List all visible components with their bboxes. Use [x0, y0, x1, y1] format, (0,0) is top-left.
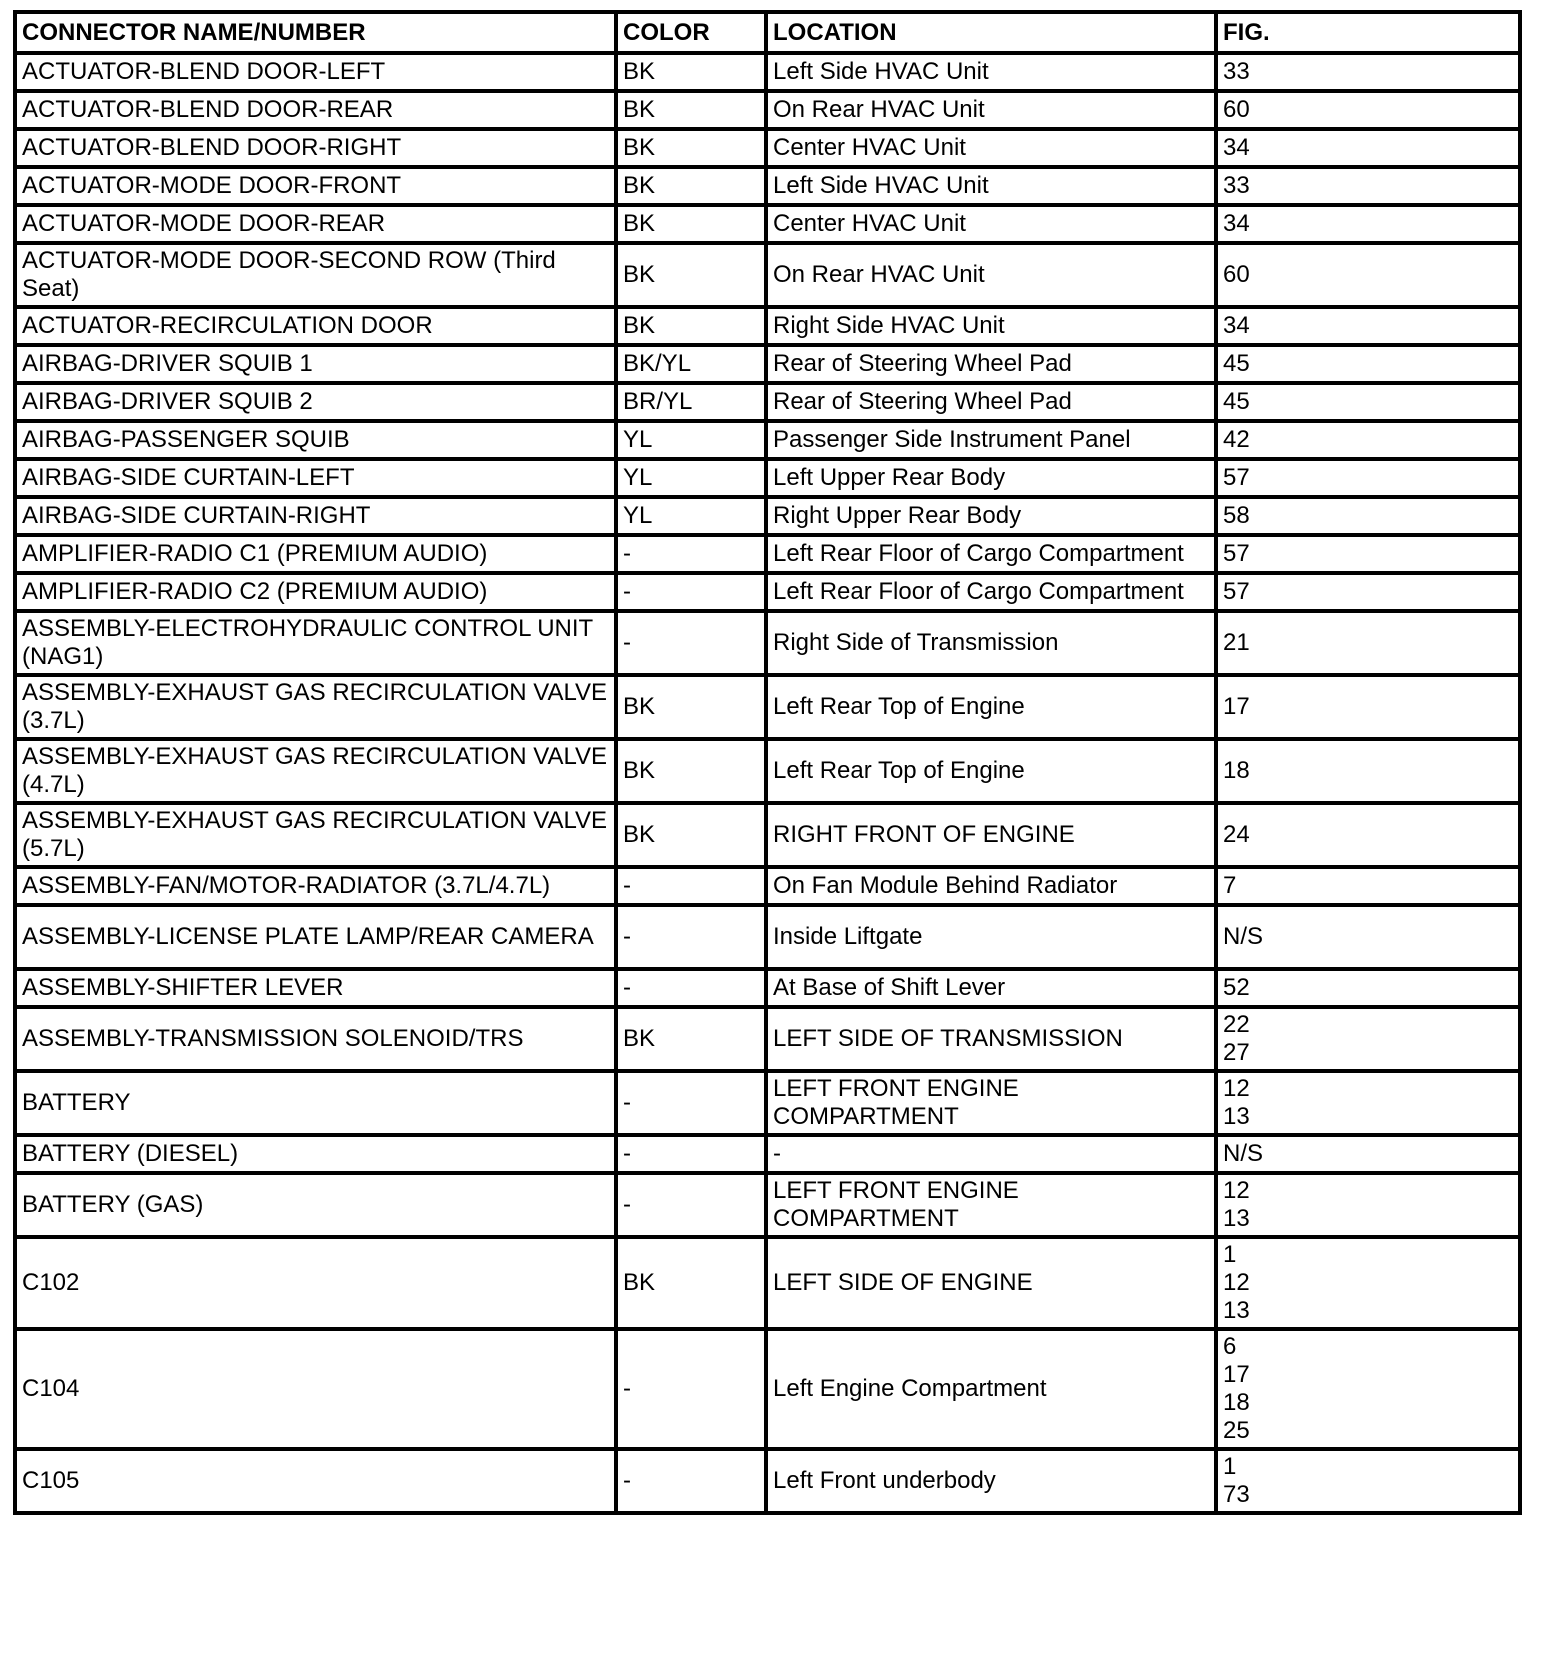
header-color: COLOR — [616, 12, 766, 53]
location-cell: On Rear HVAC Unit — [766, 243, 1216, 307]
fig-cell: 57 — [1216, 573, 1520, 611]
fig-cell: 17 — [1216, 675, 1520, 739]
color-cell: BK — [616, 1237, 766, 1329]
table-row — [15, 573, 1520, 611]
table-row — [15, 167, 1520, 205]
color-cell: - — [616, 905, 766, 969]
color-cell: BK — [616, 167, 766, 205]
table-row — [15, 535, 1520, 573]
fig-cell: 57 — [1216, 535, 1520, 573]
table-row — [15, 739, 1520, 803]
fig-cell: 7 — [1216, 867, 1520, 905]
fig-cell: 1 12 13 — [1216, 1237, 1520, 1329]
table-row — [15, 803, 1520, 867]
location-cell: Center HVAC Unit — [766, 205, 1216, 243]
color-cell: - — [616, 1329, 766, 1449]
table-row — [15, 1173, 1520, 1237]
location-cell: Left Rear Floor of Cargo Compartment — [766, 573, 1216, 611]
connector-name-cell: AIRBAG-DRIVER SQUIB 1 — [15, 345, 616, 383]
header-location: LOCATION — [766, 12, 1216, 53]
color-cell: YL — [616, 497, 766, 535]
location-cell: Passenger Side Instrument Panel — [766, 421, 1216, 459]
connector-table — [13, 10, 1522, 1515]
color-cell: BK/YL — [616, 345, 766, 383]
fig-cell: 45 — [1216, 345, 1520, 383]
table-row — [15, 1007, 1520, 1071]
fig-cell: 57 — [1216, 459, 1520, 497]
color-cell: - — [616, 573, 766, 611]
table-row — [15, 1237, 1520, 1329]
fig-cell: 18 — [1216, 739, 1520, 803]
location-cell: Left Side HVAC Unit — [766, 167, 1216, 205]
color-cell: BK — [616, 675, 766, 739]
table-header — [15, 12, 1520, 53]
color-cell: - — [616, 1173, 766, 1237]
color-cell: BR/YL — [616, 383, 766, 421]
table-row — [15, 91, 1520, 129]
table-row — [15, 307, 1520, 345]
table-row — [15, 1071, 1520, 1135]
table-row — [15, 1135, 1520, 1173]
table-row — [15, 497, 1520, 535]
connector-name-cell: C105 — [15, 1449, 616, 1513]
location-cell: LEFT FRONT ENGINE COMPARTMENT — [766, 1071, 1216, 1135]
connector-name-cell: AMPLIFIER-RADIO C1 (PREMIUM AUDIO) — [15, 535, 616, 573]
location-cell: Right Side of Transmission — [766, 611, 1216, 675]
fig-cell: 12 13 — [1216, 1071, 1520, 1135]
connector-name-cell: ASSEMBLY-SHIFTER LEVER — [15, 969, 616, 1007]
location-cell: Right Side HVAC Unit — [766, 307, 1216, 345]
location-cell: - — [766, 1135, 1216, 1173]
table-row — [15, 969, 1520, 1007]
table-row — [15, 53, 1520, 91]
color-cell: BK — [616, 243, 766, 307]
connector-name-cell: ASSEMBLY-EXHAUST GAS RECIRCULATION VALVE (4.7L) — [15, 739, 616, 803]
location-cell: Right Upper Rear Body — [766, 497, 1216, 535]
connector-name-cell: AIRBAG-SIDE CURTAIN-RIGHT — [15, 497, 616, 535]
fig-cell: N/S — [1216, 1135, 1520, 1173]
fig-cell: 45 — [1216, 383, 1520, 421]
fig-cell: 60 — [1216, 91, 1520, 129]
fig-cell: 52 — [1216, 969, 1520, 1007]
connector-name-cell: ASSEMBLY-EXHAUST GAS RECIRCULATION VALVE (5.7L) — [15, 803, 616, 867]
table-row — [15, 205, 1520, 243]
connector-name-cell: ACTUATOR-MODE DOOR-FRONT — [15, 167, 616, 205]
fig-cell: 1 73 — [1216, 1449, 1520, 1513]
connector-name-cell: AMPLIFIER-RADIO C2 (PREMIUM AUDIO) — [15, 573, 616, 611]
location-cell: Center HVAC Unit — [766, 129, 1216, 167]
fig-cell: 24 — [1216, 803, 1520, 867]
table-row — [15, 867, 1520, 905]
table-row — [15, 905, 1520, 969]
location-cell: On Fan Module Behind Radiator — [766, 867, 1216, 905]
color-cell: YL — [616, 459, 766, 497]
fig-cell: 34 — [1216, 307, 1520, 345]
color-cell: BK — [616, 205, 766, 243]
table-row — [15, 129, 1520, 167]
color-cell: - — [616, 1071, 766, 1135]
table-row — [15, 345, 1520, 383]
connector-name-cell: ASSEMBLY-FAN/MOTOR-RADIATOR (3.7L/4.7L) — [15, 867, 616, 905]
color-cell: YL — [616, 421, 766, 459]
connector-name-cell: AIRBAG-PASSENGER SQUIB — [15, 421, 616, 459]
connector-name-cell: ASSEMBLY-EXHAUST GAS RECIRCULATION VALVE (3.7L) — [15, 675, 616, 739]
connector-name-cell: ACTUATOR-BLEND DOOR-LEFT — [15, 53, 616, 91]
color-cell: - — [616, 867, 766, 905]
color-cell: BK — [616, 739, 766, 803]
connector-name-cell: C104 — [15, 1329, 616, 1449]
color-cell: - — [616, 1135, 766, 1173]
connector-name-cell: ACTUATOR-MODE DOOR-SECOND ROW (Third Seat) — [15, 243, 616, 307]
fig-cell: 58 — [1216, 497, 1520, 535]
connector-name-cell: ACTUATOR-MODE DOOR-REAR — [15, 205, 616, 243]
location-cell: On Rear HVAC Unit — [766, 91, 1216, 129]
location-cell: Left Rear Top of Engine — [766, 675, 1216, 739]
table-row — [15, 1449, 1520, 1513]
fig-cell: 33 — [1216, 167, 1520, 205]
header-fig: FIG. — [1216, 12, 1520, 53]
location-cell: Left Rear Floor of Cargo Compartment — [766, 535, 1216, 573]
fig-cell: 6 17 18 25 — [1216, 1329, 1520, 1449]
color-cell: BK — [616, 129, 766, 167]
color-cell: - — [616, 1449, 766, 1513]
location-cell: LEFT SIDE OF TRANSMISSION — [766, 1007, 1216, 1071]
location-cell: Inside Liftgate — [766, 905, 1216, 969]
fig-cell: 34 — [1216, 129, 1520, 167]
header-connector-name: CONNECTOR NAME/NUMBER — [15, 12, 616, 53]
color-cell: - — [616, 611, 766, 675]
table-row — [15, 383, 1520, 421]
location-cell: LEFT SIDE OF ENGINE — [766, 1237, 1216, 1329]
table-row — [15, 611, 1520, 675]
fig-cell: 12 13 — [1216, 1173, 1520, 1237]
fig-cell: N/S — [1216, 905, 1520, 969]
color-cell: - — [616, 969, 766, 1007]
color-cell: - — [616, 535, 766, 573]
color-cell: BK — [616, 1007, 766, 1071]
connector-name-cell: BATTERY (GAS) — [15, 1173, 616, 1237]
connector-name-cell: ASSEMBLY-ELECTROHYDRAULIC CONTROL UNIT (NAG1) — [15, 611, 616, 675]
location-cell: At Base of Shift Lever — [766, 969, 1216, 1007]
connector-name-cell: BATTERY — [15, 1071, 616, 1135]
location-cell: LEFT FRONT ENGINE COMPARTMENT — [766, 1173, 1216, 1237]
table-row — [15, 675, 1520, 739]
fig-cell: 33 — [1216, 53, 1520, 91]
table-row — [15, 459, 1520, 497]
fig-cell: 22 27 — [1216, 1007, 1520, 1071]
table-row — [15, 421, 1520, 459]
location-cell: Left Front underbody — [766, 1449, 1216, 1513]
header-row — [15, 12, 1520, 53]
table-row — [15, 243, 1520, 307]
color-cell: BK — [616, 803, 766, 867]
connector-name-cell: AIRBAG-DRIVER SQUIB 2 — [15, 383, 616, 421]
connector-name-cell: ASSEMBLY-LICENSE PLATE LAMP/REAR CAMERA — [15, 905, 616, 969]
location-cell: Left Side HVAC Unit — [766, 53, 1216, 91]
fig-cell: 34 — [1216, 205, 1520, 243]
table-row — [15, 1329, 1520, 1449]
connector-name-cell: ASSEMBLY-TRANSMISSION SOLENOID/TRS — [15, 1007, 616, 1071]
connector-name-cell: BATTERY (DIESEL) — [15, 1135, 616, 1173]
connector-name-cell: ACTUATOR-BLEND DOOR-REAR — [15, 91, 616, 129]
connector-name-cell: ACTUATOR-BLEND DOOR-RIGHT — [15, 129, 616, 167]
color-cell: BK — [616, 53, 766, 91]
location-cell: Left Upper Rear Body — [766, 459, 1216, 497]
location-cell: Rear of Steering Wheel Pad — [766, 345, 1216, 383]
location-cell: Left Rear Top of Engine — [766, 739, 1216, 803]
table-body — [15, 53, 1520, 1513]
fig-cell: 42 — [1216, 421, 1520, 459]
connector-name-cell: AIRBAG-SIDE CURTAIN-LEFT — [15, 459, 616, 497]
fig-cell: 21 — [1216, 611, 1520, 675]
connector-name-cell: ACTUATOR-RECIRCULATION DOOR — [15, 307, 616, 345]
location-cell: Rear of Steering Wheel Pad — [766, 383, 1216, 421]
location-cell: Left Engine Compartment — [766, 1329, 1216, 1449]
fig-cell: 60 — [1216, 243, 1520, 307]
color-cell: BK — [616, 307, 766, 345]
location-cell: RIGHT FRONT OF ENGINE — [766, 803, 1216, 867]
color-cell: BK — [616, 91, 766, 129]
connector-name-cell: C102 — [15, 1237, 616, 1329]
